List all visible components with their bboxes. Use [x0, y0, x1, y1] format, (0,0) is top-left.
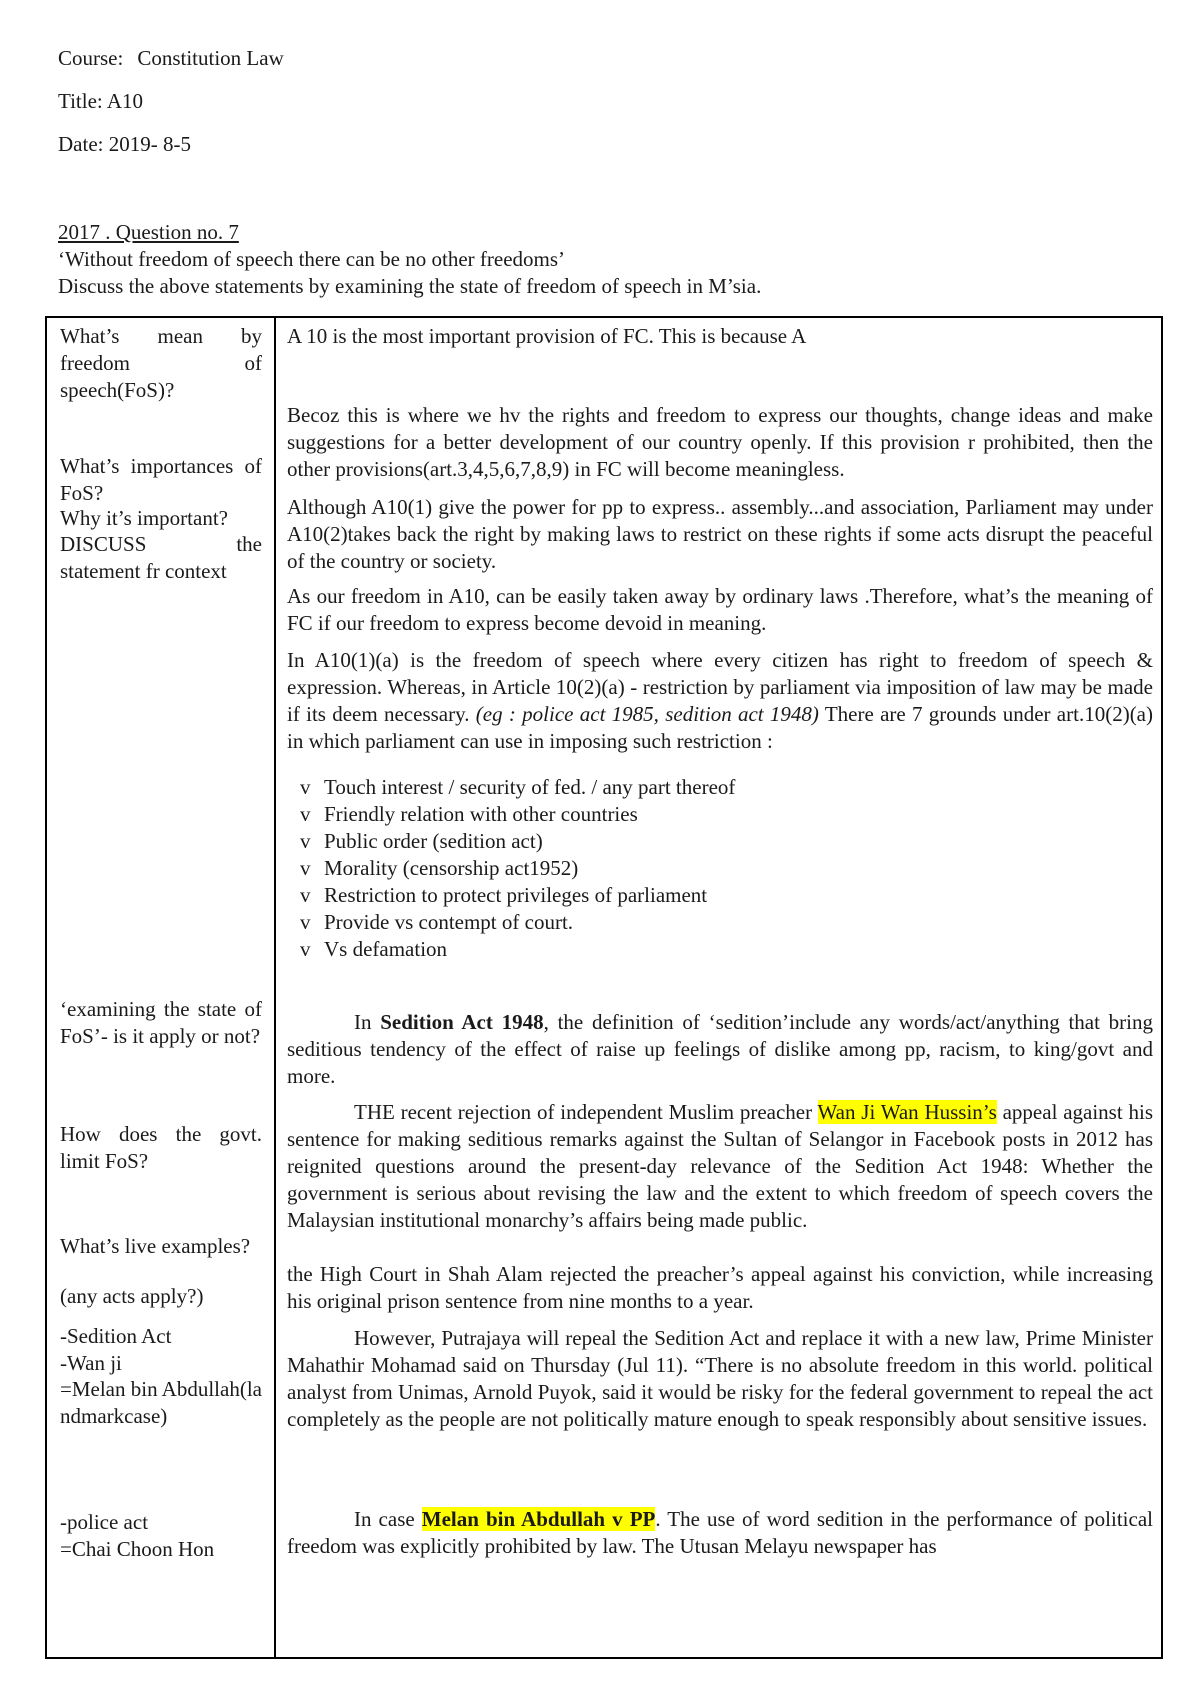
date-line [58, 131, 284, 158]
list-item: v Friendly relation with other countries [300, 802, 638, 826]
paragraph-repeal: However, Putrajaya will repeal the Sedition Act and replace it with a new law, Prime Minister Mahathir Mohamad said on Thursday (Jul 11). “There is no absolute freedom in this world. political analyst from Unimas, Arnold Puyok, said it would be risky for the federal government to repeal the act completely as the people are not politically mature enough to speak responsibly about sensitive issues. [287, 1326, 1153, 1431]
restriction-grounds-list [287, 774, 1153, 963]
wan-ji-highlight: Wan Ji Wan Hussin’s [817, 1100, 997, 1124]
list-item: v Provide vs contempt of court. [300, 910, 574, 934]
list-item: v Morality (censorship act1952) [300, 856, 579, 880]
example-acts: (eg : police act 1985, sedition act 1948) [475, 702, 819, 726]
sedition-act-bold: Sedition Act 1948 [380, 1010, 544, 1034]
left-note-why: Why it’s important? [60, 506, 228, 530]
paragraph-although: Although A10(1) give the power for pp to express.. assembly...and association, Parliament may under A10(2)takes back the right by making laws to restrict on these rights if some acts disrupt the peaceful of the country or society. [287, 495, 1153, 573]
left-note-acts-apply: (any acts apply?) [60, 1284, 204, 1308]
paragraph-becoz: Becoz this is where we hv the rights and freedom to express our thoughts, change ideas and make suggestions for a better development of our country openly. If this provision r prohibited, then the other provisions(art.3,4,5,6,7,8,9) in FC will become meaningless. [287, 403, 1153, 481]
melan-case-highlight: Melan bin Abdullah v PP [421, 1507, 656, 1531]
course-label: Course: [58, 46, 124, 70]
paragraph-melan-case: In case Melan bin Abdullah v PP. The use of word sedition in the performance of political freedom was explicitly prohibited by law. The Utusan Melayu newspaper has [287, 1507, 1153, 1558]
left-note-examining: ‘examining the state of FoS’- is it apply or not? [60, 997, 262, 1048]
left-note-govt-limit: How does the govt. limit FoS? [60, 1122, 262, 1173]
title-value: A10 [106, 89, 144, 113]
question-heading: 2017 . Question no. 7 [58, 220, 239, 244]
date-value: 2019- 8-5 [108, 132, 191, 156]
course-value: Constitution Law [137, 46, 284, 70]
exam-question [58, 219, 1158, 300]
title-label: Title: [58, 89, 103, 113]
question-quote: ‘Without freedom of speech there can be no other freedoms’ [58, 247, 566, 271]
paragraph-ordinary-laws: As our freedom in A10, can be easily taken away by ordinary laws .Therefore, what’s the meaning of FC if our freedom to express become devoid in meaning. [287, 584, 1153, 635]
list-item: v Restriction to protect privileges of parliament [300, 883, 708, 907]
left-note-live-examples: What’s live examples? [60, 1234, 251, 1258]
paragraph-a10-1-a: In A10(1)(a) is the freedom of speech where every citizen has right to freedom of speech & expression. Whereas, in Article 10(2)(a) - restriction by parliament via imposition of law may be made if its deem necessary. (eg : police act 1985, sedition act 1948) There are 7 grounds under art.10(2)(a) in which parliament can use in imposing such restriction : [287, 648, 1153, 753]
date-label: Date: [58, 132, 104, 156]
left-note-sedition-act: -Sedition Act [60, 1324, 172, 1348]
left-note-police-act: -police act [60, 1510, 149, 1534]
left-note-meaning: What’s mean by freedom of speech(FoS)? [60, 324, 262, 402]
question-instruction: Discuss the above statements by examining the state of freedom of speech in M’sia. [58, 274, 762, 298]
column-divider [274, 318, 276, 1657]
list-item: v Touch interest / security of fed. / any part thereof [300, 775, 736, 799]
notes-table [45, 316, 1163, 1659]
document-header [58, 45, 284, 174]
list-item: v Public order (sedition act) [300, 829, 543, 853]
left-note-wan-ji: -Wan ji [60, 1351, 122, 1375]
paragraph-provision: A 10 is the most important provision of FC. This is because A [287, 324, 807, 348]
paragraph-sedition-act: In Sedition Act 1948, the definition of ‘sedition’include any words/act/anything that bring seditious tendency of the effect of raise up feelings of dislike among pp, racism, to king/govt and more. [287, 1010, 1154, 1088]
left-note-importance: What’s importances of FoS? [60, 454, 262, 505]
list-item: v Vs defamation [300, 937, 448, 961]
left-note-discuss: DISCUSS the statement fr context [60, 532, 262, 583]
paragraph-wan-ji: THE recent rejection of independent Muslim preacher Wan Ji Wan Hussin’s appeal against his sentence for making seditious remarks against the Sultan of Selangor in Facebook posts in 2012 has reignited questions around the present-day relevance of the Sedition Act 1948: Whether the government is serious about revising the law and the extent to which freedom of speech covers the Malaysian institutional monarchy’s affairs being made public. [287, 1100, 1153, 1232]
course-line [58, 45, 284, 72]
left-note-chai-choon-hon: =Chai Choon Hon [60, 1537, 215, 1561]
title-line [58, 88, 284, 115]
left-note-melan: =Melan bin Abdullah(landmarkcase) [60, 1377, 262, 1428]
paragraph-high-court: the High Court in Shah Alam rejected the preacher’s appeal against his conviction, while increasing his original prison sentence from nine months to a year. [287, 1262, 1153, 1313]
